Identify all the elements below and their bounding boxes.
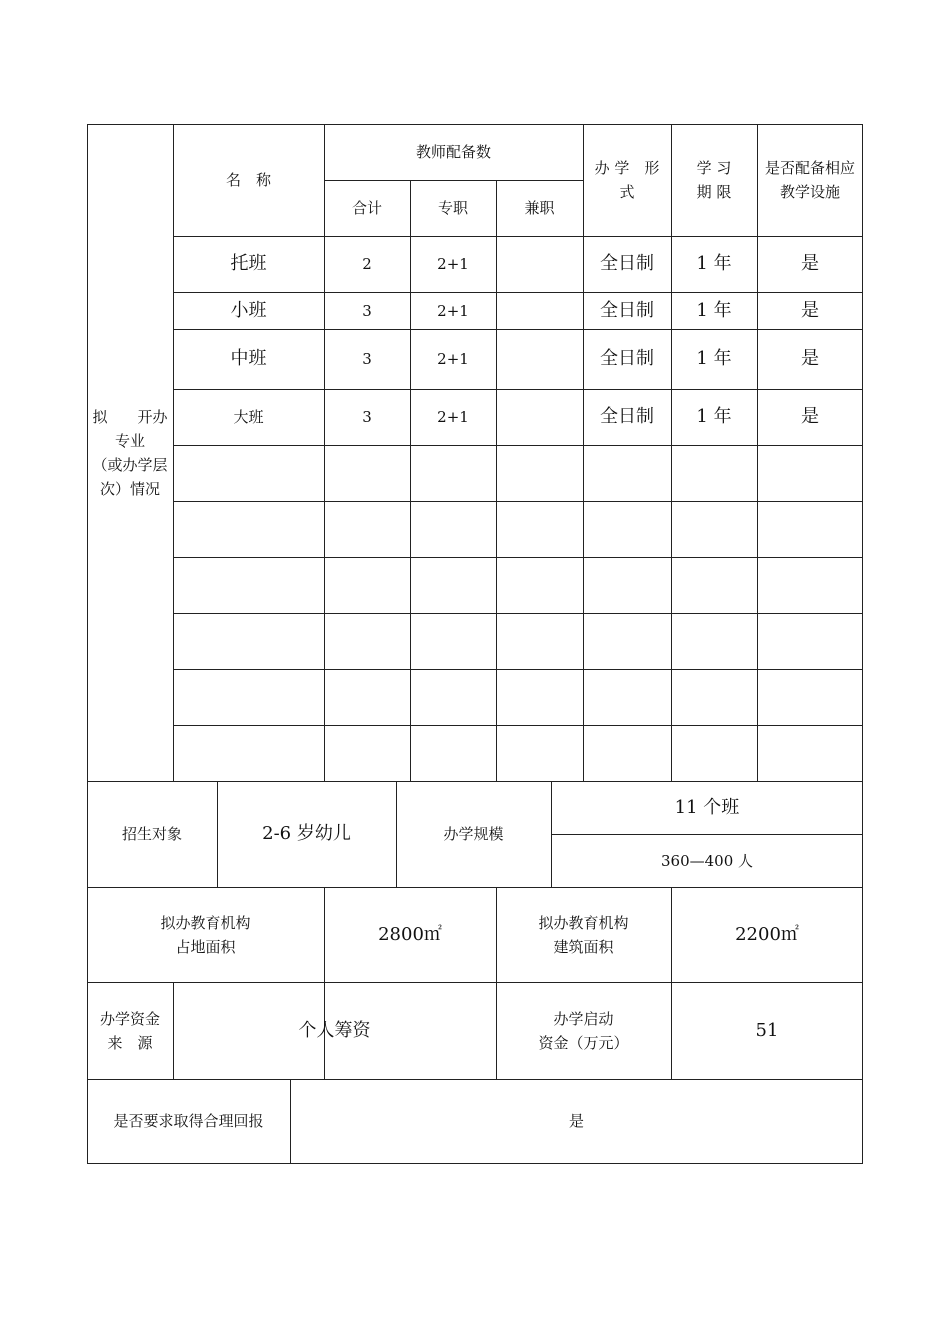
- scale-classes: 11 个班: [674, 796, 740, 818]
- row-name: 托班: [230, 253, 267, 274]
- header-period: 学 习 期 限: [696, 159, 732, 201]
- row-parttime: [496, 292, 583, 329]
- header-parttime: 兼职: [524, 199, 555, 217]
- land-area-label: 拟办教育机构 占地面积: [160, 913, 251, 956]
- row-period: 1 年: [696, 348, 732, 369]
- row-total: 3: [362, 350, 372, 368]
- header-form: 办 学 形 式: [594, 159, 660, 201]
- row-form: 全日制: [600, 406, 654, 427]
- building-area-value: 2200㎡: [735, 923, 799, 945]
- section-label: 拟 开办 专业 （或办学层 次）情况: [92, 407, 168, 498]
- startup-funds-value: 51: [755, 1019, 779, 1041]
- rule: [173, 613, 863, 614]
- row-period: 1 年: [696, 253, 732, 274]
- row-parttime: [496, 236, 583, 292]
- header-fulltime: 专职: [437, 199, 468, 217]
- header-name: 名 称: [225, 171, 271, 189]
- rule: [173, 725, 863, 726]
- funds-source-label: 办学资金 来 源: [99, 1009, 160, 1052]
- row-facilities: 是: [801, 299, 819, 321]
- row-period: 1 年: [696, 299, 732, 321]
- rule: [173, 669, 863, 670]
- table-border-bottom: [87, 1163, 863, 1164]
- row-form: 全日制: [600, 253, 654, 274]
- row-fulltime: 2+1: [437, 350, 469, 368]
- enroll-label: 招生对象: [121, 825, 182, 843]
- return-value: 是: [568, 1112, 584, 1130]
- row-fulltime: 2+1: [437, 255, 469, 273]
- header-facilities: 是否配备相应 教学设施: [764, 159, 855, 201]
- header-total: 合计: [351, 199, 382, 217]
- rule: [173, 445, 863, 446]
- header-teacher-group: 教师配备数: [415, 143, 491, 161]
- funds-source-value: 个人筹资: [298, 1019, 371, 1041]
- scale-label: 办学规模: [443, 825, 504, 843]
- row-total: 2: [362, 255, 372, 273]
- scale-students: 360—400 人: [660, 851, 754, 870]
- land-area-value: 2800㎡: [378, 923, 442, 945]
- row-total: 3: [362, 408, 372, 426]
- row-name: 小班: [230, 299, 267, 321]
- row-form: 全日制: [600, 348, 654, 369]
- row-form: 全日制: [600, 299, 654, 321]
- building-area-label: 拟办教育机构 建筑面积: [538, 913, 629, 956]
- row-fulltime: 2+1: [437, 301, 469, 320]
- row-name: 大班: [233, 408, 264, 426]
- row-total: 3: [362, 301, 372, 320]
- startup-funds-label: 办学启动 资金（万元）: [538, 1009, 629, 1052]
- enroll-value: 2-6 岁幼儿: [262, 823, 351, 844]
- row-parttime: [496, 329, 583, 389]
- rule: [173, 557, 863, 558]
- row-period: 1 年: [696, 406, 732, 427]
- registration-form-table: [87, 124, 863, 1164]
- row-fulltime: 2+1: [437, 408, 469, 426]
- row-facilities: 是: [801, 406, 819, 427]
- row-parttime: [496, 389, 583, 445]
- rule: [173, 501, 863, 502]
- row-facilities: 是: [801, 253, 819, 274]
- row-facilities: 是: [801, 348, 819, 369]
- return-label: 是否要求取得合理回报: [113, 1112, 264, 1130]
- row-name: 中班: [230, 348, 267, 369]
